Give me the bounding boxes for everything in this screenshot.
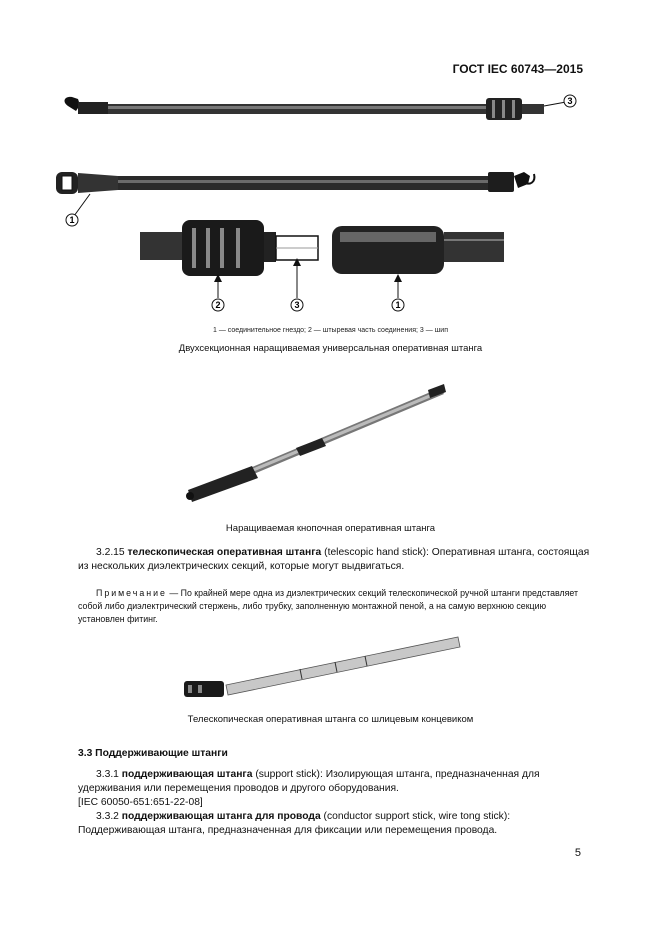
page-number: 5 [574,847,581,859]
detail-male-fitting [140,220,318,276]
term-3-3-2: 3.3.2 поддерживающая штанга для провода (conductor support stick, wire tong stick): Поддерживающая штанга, предназначенная для фиксации или перемещения провода. [78,811,511,836]
reference-3-3-1: [IEC 60050-651:651-22-08] [78,797,203,808]
svg-text:3: 3 [294,300,300,310]
stick-second-illustration [56,172,534,216]
section-3-3-heading: 3.3 Поддерживающие штанги [78,748,228,759]
detail-female-socket [332,226,504,274]
figure-universal-stick [0,90,661,320]
callout-1-detail [392,299,404,311]
figure2-caption: Наращиваемая кнопочная оперативная штанга [225,523,436,534]
figure1-caption: Двухсекционная наращиваемая универсальная оперативная штанга [178,343,483,354]
callout-3-detail [291,299,303,311]
svg-text:3: 3 [567,96,573,106]
callout-3-top [564,95,576,107]
svg-text:1: 1 [69,215,75,225]
callout-2-detail [212,299,224,311]
term-3-2-15: 3.2.15 телескопическая оперативная штанга (telescopic hand stick): Оперативная штанга, состоящая из нескольких диэлектрических секций, которые могут выдвигаться. [78,547,590,572]
figure-telescopic-stick [0,633,661,703]
svg-text:2: 2 [215,300,221,310]
term-3-3-1: 3.3.1 поддерживающая штанга (support stick): Изолирующая штанга, предназначенная для удерживания или перемещения проводов и другого оборудования. [78,769,540,794]
standard-header: ГОСТ IEC 60743—2015 [452,62,583,76]
callout-1-second [66,214,78,226]
stick-top-illustration [65,97,566,120]
figure3-caption: Телескопическая оперативная штанга со шлицевым концевиком [187,714,474,725]
figure-button-stick [0,378,661,508]
figure1-legend: 1 — соединительное гнездо; 2 — штыревая часть соединения; 3 — шип [212,327,448,334]
note-3-2-15: Примечание — По крайней мере одна из диэлектрических секций телескопической ручной штанги представляет собой либо диэлектрический стержень, либо трубку, заполненную монтажной пеной, а на самую верхнюю секцию установлен фитинг. [78,588,579,624]
svg-text:1: 1 [395,300,401,310]
